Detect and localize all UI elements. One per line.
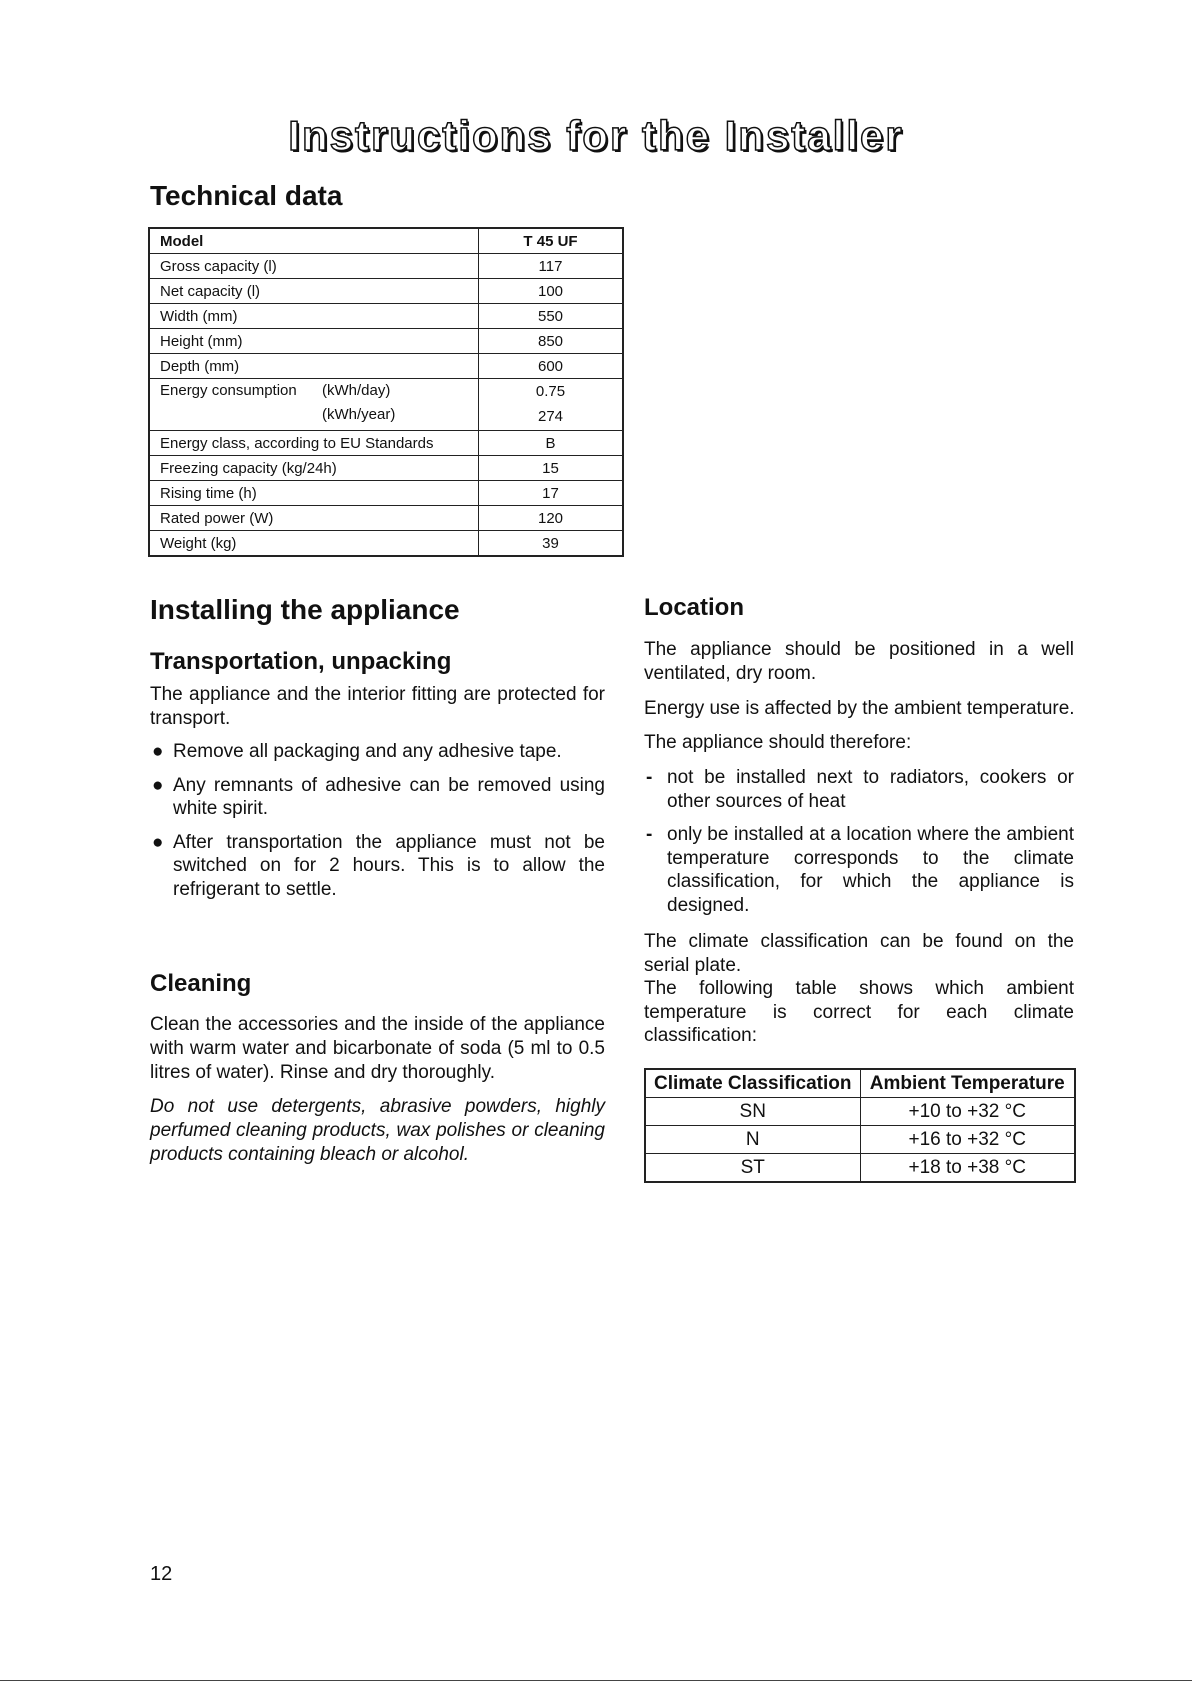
bottom-rule [0,1680,1192,1681]
location-text-4: The climate classification can be found on the serial plate. [644,931,1074,976]
location-text-3: The appliance should therefore: [644,732,912,753]
table-row [149,506,623,531]
row-value: 17 [479,481,624,506]
row-label: Height (mm) [149,329,479,354]
bullet-icon: ● [152,774,164,796]
list-item: ● Any remnants of adhesive can be removed using white spirit. [152,774,605,819]
table-row [149,254,623,279]
ambient-temperature: +10 to +32 °C [860,1098,1075,1126]
transport-text: The appliance and the interior fitting are protected for transport. [150,684,605,729]
row-value: 39 [479,531,624,557]
ambient-temperature: +18 to +38 °C [860,1154,1075,1183]
energy-value-year: 274 [537,407,564,425]
cleaning-text: Clean the accessories and the inside of the appliance with warm water and bicarbonate of soda (5 ml to 0.5 litres of water). Rinse and dry thoroughly. [150,1014,605,1083]
cleaning-warning: Do not use detergents, abrasive powders, highly perfumed cleaning products, wax polishes or cleaning products containing bleach or alcohol. [150,1096,605,1165]
bullet-icon: ● [152,831,164,853]
table-header-row [149,228,623,254]
table-row [149,304,623,329]
climate-class: SN [645,1098,860,1126]
row-value: 15 [479,456,624,481]
temperature-header: Ambient Temperature [860,1069,1075,1098]
climate-class: N [645,1126,860,1154]
row-value: 100 [479,279,624,304]
energy-unit-day: (kWh/day) [322,382,391,399]
dash-icon: - [646,824,653,845]
cleaning-heading: Cleaning [150,970,252,997]
row-label: Weight (kg) [149,531,479,557]
row-label: Net capacity (l) [149,279,479,304]
table-row [149,431,623,456]
climate-header: Climate Classification [645,1069,860,1098]
table-row [149,456,623,481]
energy-value-cell [479,379,624,431]
row-label: Rated power (W) [149,506,479,531]
table-row [149,531,623,557]
row-label: Rising time (h) [149,481,479,506]
technical-data-table [148,227,624,557]
table-row [645,1126,1075,1154]
row-label: Gross capacity (l) [149,254,479,279]
list-item: - not be installed next to radiators, cookers or other sources of heat [646,767,1074,812]
row-value: 120 [479,506,624,531]
climate-table [644,1068,1076,1183]
bullet-icon: ● [152,741,164,762]
list-item: ● Remove all packaging and any adhesive tape. [152,741,562,762]
row-value: 850 [479,329,624,354]
table-row [645,1154,1075,1183]
unpacking-list [150,740,605,911]
table-row [645,1098,1075,1126]
energy-unit-year: (kWh/year) [322,406,396,423]
model-value: T 45 UF [479,228,624,254]
row-label: Energy class, according to EU Standards [149,431,479,456]
page-number: 12 [150,1563,173,1585]
dash-icon: - [646,767,653,788]
energy-row [149,379,623,431]
location-text-2: Energy use is affected by the ambient temperature. [644,698,1075,719]
page-title: Instructions for the Installer [288,112,904,159]
climate-header-row [645,1069,1075,1098]
row-label: Width (mm) [149,304,479,329]
table-row [149,354,623,379]
location-list [644,766,1074,927]
row-label: Freezing capacity (kg/24h) [149,456,479,481]
energy-label: Energy consumption [160,382,297,399]
row-value: 550 [479,304,624,329]
location-text-1: The appliance should be positioned in a well ventilated, dry room. [644,639,1074,684]
table-row [149,279,623,304]
location-text-5: The following table shows which ambient temperature is correct for each climate classification: [644,978,1074,1046]
installing-heading: Installing the appliance [150,594,460,625]
list-item: ● After transportation the appliance must not be switched on for 2 hours. This is to allow the refrigerant to settle. [152,831,605,900]
row-label: Depth (mm) [149,354,479,379]
energy-label-cell [149,379,479,431]
table-row [149,481,623,506]
ambient-temperature: +16 to +32 °C [860,1126,1075,1154]
list-item: - only be installed at a location where the ambient temperature corresponds to the climate classification, for which the appliance is designed. [646,824,1074,916]
transport-heading: Transportation, unpacking [150,648,452,675]
climate-class: ST [645,1154,860,1183]
energy-value-day: 0.75 [535,382,566,400]
location-heading: Location [644,594,744,621]
row-value: 600 [479,354,624,379]
row-value: B [479,431,624,456]
technical-data-heading: Technical data [150,180,343,211]
model-label: Model [149,228,479,254]
table-row [149,329,623,354]
row-value: 117 [479,254,624,279]
